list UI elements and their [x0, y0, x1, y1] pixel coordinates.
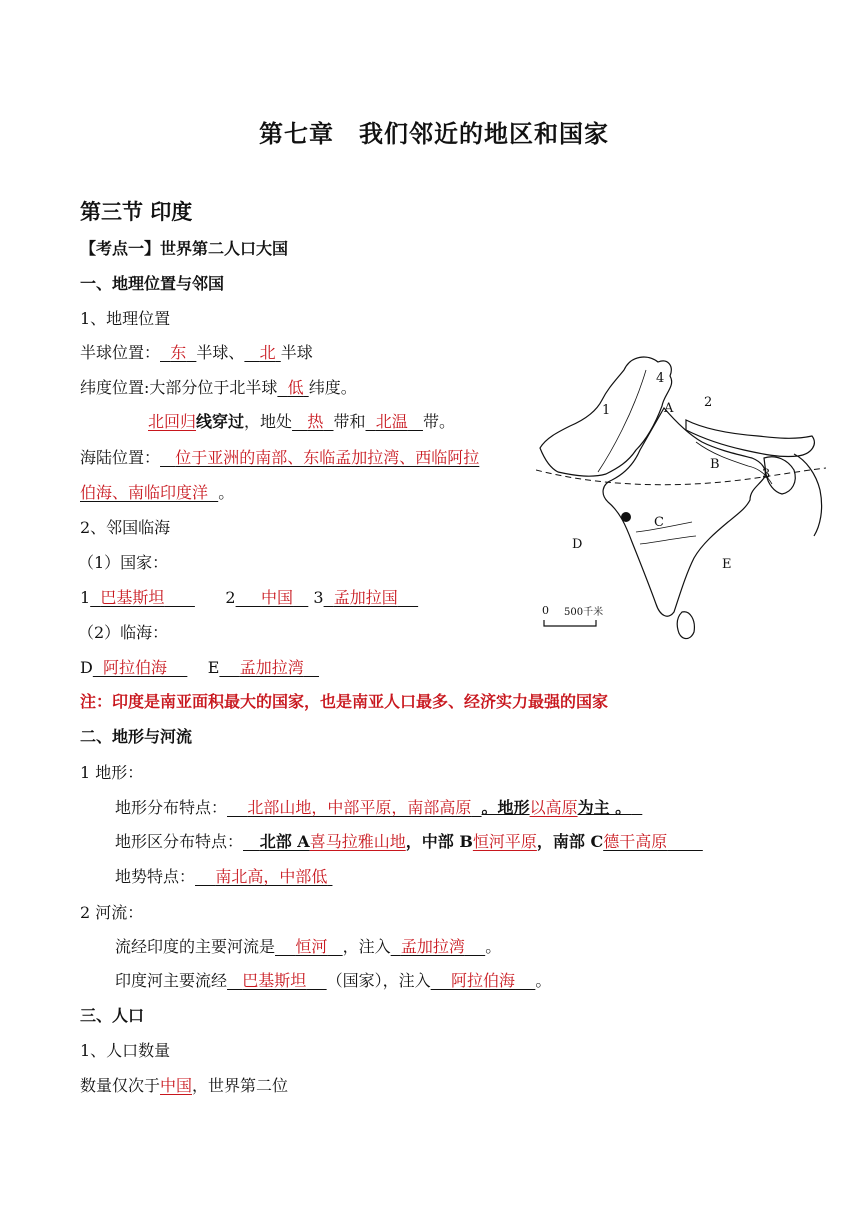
country-3: 孟加拉国 [333, 588, 398, 607]
tropic-of-cancer [536, 468, 826, 485]
country-n2: 2 [225, 588, 236, 607]
river2-label: 印度河主要流经 [115, 971, 228, 990]
country-n3: 3 [313, 588, 324, 607]
myanmar-edge [794, 454, 822, 536]
himalaya-band [686, 420, 814, 457]
hemi-a: 东 [170, 343, 187, 362]
map-label-1: 1 [602, 403, 611, 418]
lat-a: 低 [287, 378, 304, 397]
river2-m: （国家），注入 [326, 971, 431, 990]
river1-e: 。 [485, 937, 502, 956]
city-marker [621, 512, 631, 522]
river2-e: 。 [535, 971, 552, 990]
terrain1-e: 为主 。 [577, 798, 632, 817]
sea-d-value: 阿拉伯海 [103, 658, 168, 677]
sea-e: 。 [218, 483, 235, 502]
river1-line [115, 936, 501, 958]
pop2-line [80, 1075, 288, 1097]
pop2-b: 中国 [160, 1076, 193, 1095]
lat-label: 纬度位置:大部分位于北半球 [80, 378, 278, 397]
south-asia-map [536, 350, 826, 650]
terrain2-a: 北部 A [259, 832, 310, 851]
river1-label: 流经印度的主要河流是 [115, 937, 276, 956]
scale-zero: 0 [542, 604, 549, 617]
map-label-3: 3 [762, 467, 771, 482]
map-label-c: C [654, 515, 664, 530]
terrain2-c: ，中部 B [405, 832, 473, 851]
kp1-heading: 【考点一】世界第二人口大国 [80, 239, 289, 258]
terrain2-d: 恒河平原 [472, 832, 537, 851]
t1-heading: 1 地形： [80, 763, 144, 782]
seas-line [80, 657, 319, 679]
trop-a: 北回归 [148, 412, 197, 431]
h2-heading: 二、地形与河流 [80, 727, 193, 746]
trop-e: 带。 [422, 412, 455, 431]
section-title: 第三节 印度 [80, 199, 193, 224]
hemi-m: 半球、 [196, 343, 245, 362]
map-label-2: 2 [704, 395, 713, 410]
river1-b: 孟加拉湾 [400, 937, 465, 956]
map-label-d: D [572, 537, 583, 552]
sea-a: 位于亚洲的南部、东临孟加拉湾、西临阿拉 [175, 448, 480, 467]
terrain3-label: 地势特点： [115, 867, 196, 886]
pop2-e: ，世界第二位 [192, 1076, 289, 1095]
s2-heading: 2、邻国临海 [80, 518, 171, 537]
river2-b: 阿拉伯海 [451, 971, 516, 990]
hemi-b: 北 [259, 343, 276, 362]
river2-line [115, 970, 551, 992]
hemi-e: 半球 [280, 343, 313, 362]
trop-m1: 线穿过 [196, 412, 245, 431]
lat-line [80, 377, 357, 399]
hemi-line [80, 342, 313, 364]
p1-heading: （1）国家： [78, 553, 169, 572]
lat-e: 纬度。 [308, 378, 357, 397]
terrain2-b: 喜马拉雅山地 [309, 832, 406, 851]
indus-river [598, 370, 646, 472]
terrain2-label: 地形区分布特点： [115, 832, 244, 851]
countries-line [80, 587, 418, 609]
hemi-label: 半球位置： [80, 343, 161, 362]
sea-label: 海陆位置： [80, 448, 161, 467]
note-line: 注：印度是南亚面积最大的国家，也是南亚人口最多、经济实力最强的国家 [80, 692, 609, 711]
sri-lanka-outline [677, 612, 694, 639]
terrain3-line [115, 866, 332, 888]
terrain1-m: 。地形 [481, 798, 530, 817]
scale-bar [544, 620, 596, 626]
sea-e-label: E [207, 658, 220, 677]
country-2: 中国 [261, 588, 294, 607]
map-label-e: E [722, 557, 732, 572]
india-outline [603, 408, 765, 616]
country-1: 巴基斯坦 [100, 588, 165, 607]
trop-b: 热 [307, 412, 324, 431]
t2-heading: 2 河流： [80, 903, 144, 922]
pop1-heading: 1、人口数量 [80, 1041, 171, 1060]
trop-m3: 带和 [333, 412, 366, 431]
terrain1-b: 以高原 [529, 798, 578, 817]
terrain2-g: 德干高原 [603, 832, 668, 851]
scale-label: 500千米 [564, 607, 604, 618]
sea-d-label: D [80, 658, 93, 677]
pop2-a: 数量仅次于 [80, 1076, 161, 1095]
deccan-river [636, 522, 692, 532]
terrain3-a: 南北高，中部低 [215, 867, 328, 886]
river1-m: ，注入 [342, 937, 391, 956]
terrain2-f: ，南部 C [536, 832, 604, 851]
h1-heading: 一、地理位置与邻国 [80, 274, 225, 293]
trop-line [148, 411, 455, 433]
s1-heading: 1、地理位置 [80, 309, 171, 328]
map-label-4: 4 [656, 371, 665, 386]
map-label-b: B [710, 457, 720, 472]
country-n1: 1 [80, 588, 91, 607]
page-title: 第七章 我们邻近的地区和国家 [259, 119, 609, 148]
map-label-a: A [664, 401, 674, 416]
trop-c: 北温 [375, 412, 408, 431]
sea-line-2 [80, 482, 234, 504]
terrain2-line [115, 831, 703, 853]
river1-a: 恒河 [295, 937, 328, 956]
trop-m2: ，地处 [244, 412, 293, 431]
terrain1-line [115, 797, 642, 819]
h3-heading: 三、人口 [80, 1006, 145, 1025]
sea-b: 伯海、南临印度洋 [80, 483, 209, 502]
p2-heading: （2）临海： [78, 623, 169, 642]
terrain1-label: 地形分布特点： [115, 798, 228, 817]
sea-e-value: 孟加拉湾 [239, 658, 304, 677]
sea-line-1 [80, 447, 479, 469]
deccan-river-2 [640, 536, 696, 544]
river2-a: 巴基斯坦 [242, 971, 307, 990]
terrain1-a: 北部山地，中部平原，南部高原 [247, 798, 472, 817]
